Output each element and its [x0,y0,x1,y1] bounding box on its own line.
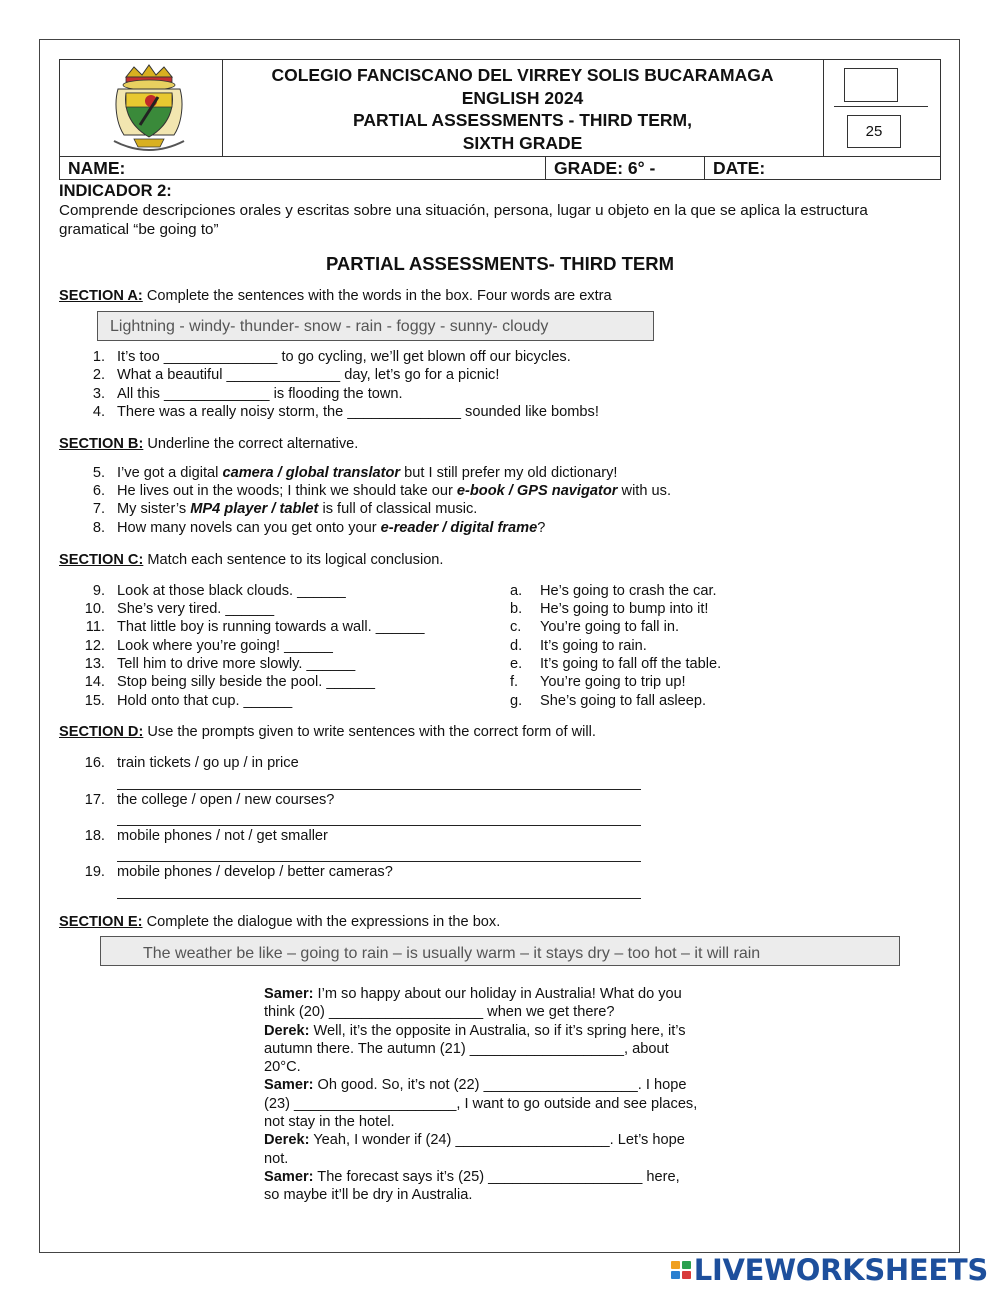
list-item: c. You’re going to fall in. [510,619,680,635]
list-item: 2. What a beautiful ______________ day, let’s go for a picnic! [92,367,500,383]
list-item: 6. He lives out in the woods; I think we should take our e-book / GPS navigator with us. [92,483,671,499]
list-item: 18. mobile phones / not / get smaller [84,828,328,844]
section-e-heading: SECTION E: Complete the dialogue with the expressions in the box. [59,914,501,930]
page-title: PARTIAL ASSESSMENTS- THIRD TERM [325,253,675,274]
section-c-heading: SECTION C: Match each sentence to its logical conclusion. [59,552,444,568]
header-table [59,59,941,157]
list-item: d. It’s going to rain. [510,638,647,654]
section-d-heading: SECTION D: Use the prompts given to write sentences with the correct form of will. [59,724,596,740]
indicator-title: INDICADOR 2: [59,182,172,200]
score-cell [824,60,940,156]
school-crest-cell [60,60,223,156]
option-choice[interactable]: MP4 player / tablet [190,501,319,517]
dialogue [264,985,697,1205]
section-a-label: SECTION A: [59,288,143,304]
dialogue-line: autumn there. The autumn (21) ___________________, about [264,1040,669,1057]
dialogue-line: Derek: Yeah, I wonder if (24) ___________________. Let’s hope [264,1132,685,1149]
answer-line[interactable] [117,789,641,790]
score-divider [834,106,928,107]
liveworksheets-logo[interactable] [671,1255,988,1285]
dialogue-line: Samer: The forecast says it’s (25) ___________________ here, [264,1168,680,1185]
answer-line[interactable] [117,861,641,862]
dialogue-line: think (20) ___________________ when we get there? [264,1004,615,1021]
subject-year: ENGLISH 2024 [461,87,584,108]
assessment-title: PARTIAL ASSESSMENTS - THIRD TERM, [353,110,692,130]
list-item: 7. My sister’s MP4 player / tablet is full of classical music. [92,501,478,517]
list-item: 14. Stop being silly beside the pool. ______ [84,674,376,690]
section-b-heading: SECTION B: Underline the correct alternative. [59,436,359,452]
info-row [59,156,941,180]
dialogue-line: not stay in the hotel. [264,1114,395,1131]
liveworksheets-blocks-icon [671,1261,691,1279]
option-choice[interactable]: e-reader / digital frame [380,520,538,536]
list-item: 4. There was a really noisy storm, the ______________ sounded like bombs! [92,404,599,420]
answer-line[interactable] [117,898,641,899]
school-name: COLEGIO FANCISCANO DEL VIRREY SOLIS BUCARAMAGA [271,65,774,85]
indicator-line-1: Comprende descripciones orales y escritas sobre una situación, persona, lugar u objeto en la que se aplica la estructura [59,202,868,219]
grade-level: SIXTH GRADE [462,132,583,153]
section-e-word-box: The weather be like – going to rain – is usually warm – it stays dry – too hot – it will rain [100,936,900,966]
dialogue-line: so maybe it’ll be dry in Australia. [264,1187,473,1204]
list-item: f. You’re going to trip up! [510,674,686,690]
list-item: e. It’s going to fall off the table. [510,656,722,672]
list-item: 15. Hold onto that cup. ______ [84,693,293,709]
date-label: DATE: [704,157,913,179]
list-item: 12. Look where you’re going! ______ [84,638,333,654]
list-item: 16. train tickets / go up / in price [84,755,299,771]
list-item: 13. Tell him to drive more slowly. ______ [84,656,356,672]
section-a-word-box: Lightning - windy- thunder- snow - rain - foggy - sunny- cloudy [97,311,654,341]
option-choice[interactable]: camera / global translator [222,465,401,481]
list-item: 17. the college / open / new courses? [84,792,335,808]
dialogue-line: Samer: Oh good. So, it’s not (22) ___________________. I hope [264,1077,687,1094]
indicator-line-2: gramatical “be going to” [59,221,219,238]
list-item: 19. mobile phones / develop / better cameras? [84,864,393,880]
list-item: g. She’s going to fall asleep. [510,693,707,709]
answer-line[interactable] [117,825,641,826]
header-title-cell [222,60,824,156]
list-item: 9. Look at those black clouds. ______ [92,583,346,599]
dialogue-line: (23) ____________________, I want to go outside and see places, [264,1095,698,1112]
list-item: 11. That little boy is running towards a wall. ______ [85,619,425,635]
list-item: a. He’s going to crash the car. [510,583,717,599]
list-item: 1. It’s too ______________ to go cycling, we’ll get blown off our bicycles. [92,349,571,365]
dialogue-line: Derek: Well, it’s the opposite in Australia, so if it’s spring here, it’s [264,1022,686,1039]
brand-name: LIVEWORKSHEETS [693,1253,988,1287]
list-item: 8. How many novels can you get onto your e-reader / digital frame? [92,520,546,536]
score-total: 25 [847,115,901,148]
dialogue-line: Samer: I’m so happy about our holiday in Australia! What do you [264,986,682,1002]
section-a-heading [59,287,612,305]
option-choice[interactable]: e-book / GPS navigator [456,483,618,499]
dialogue-line: not. [264,1150,289,1167]
list-item: b. He’s going to bump into it! [510,601,709,617]
score-input-box[interactable] [844,68,898,102]
section-a-instruction: Complete the sentences with the words in the box. Four words are extra [142,288,612,304]
name-label: NAME: [68,158,126,178]
list-item: 10. She’s very tired. ______ [84,601,275,617]
list-item: 3. All this _____________ is flooding the town. [92,386,403,402]
school-crest-icon [104,63,194,155]
grade-label: GRADE: 6° - [545,157,704,179]
dialogue-line: 20°C. [264,1059,301,1076]
list-item: 5. I’ve got a digital camera / global translator but I still prefer my old dictionary! [92,465,618,481]
